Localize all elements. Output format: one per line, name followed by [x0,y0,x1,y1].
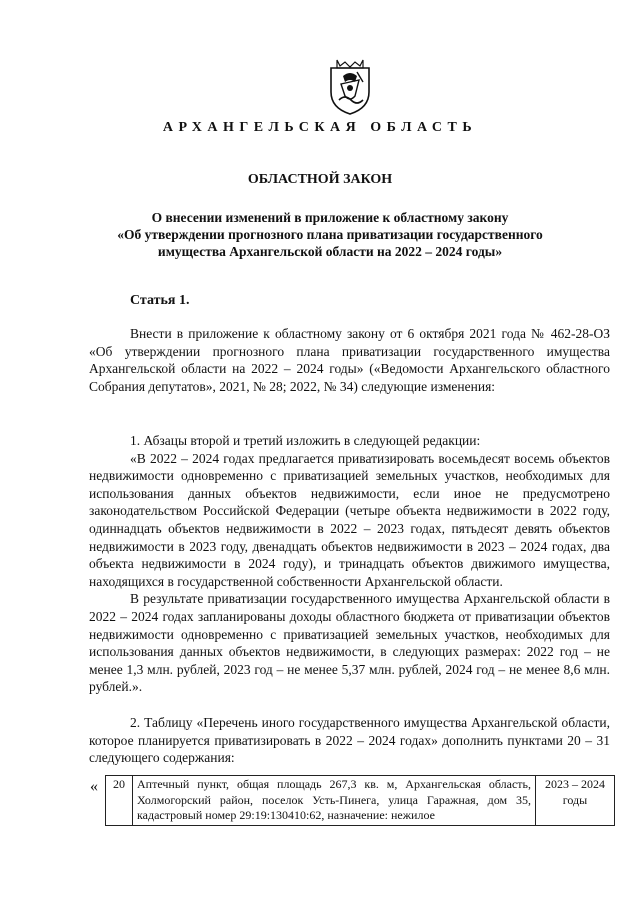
item-2-block [89,714,610,767]
item-1-intro: 1. Абзацы второй и третий изложить в следующей редакции: [130,433,481,448]
law-title-line: «Об утверждении прогнозного плана приватизации государственного [117,227,543,242]
row-period: 2023 – 2024 годы [536,776,615,826]
article-intro-block [89,325,610,395]
law-type-heading: ОБЛАСТНОЙ ЗАКОН [247,172,393,187]
item-1-paragraph-2: В результате приватизации государственного имущества Архангельской области в 2022 – 2024 годах запланированы доходы областного бюджета от приватизации объектов недвижимости одновременно с приватизацией земельных участков, необходимых для использования данных объектов недвижимости, в следующих размерах: 2022 год – не менее 1,3 млн. рублей, 2023 год – не менее 5,37 млн. рублей, 2024 год – не менее 8,6 млн. рублей.». [89,591,610,695]
table-row [106,776,615,826]
region-name: АРХАНГЕЛЬСКАЯ ОБЛАСТЬ [162,120,478,135]
row-description: Аптечный пункт, общая площадь 267,3 кв. м, Архангельская область, Холмогорский район, поселок Усть-Пинега, улица Гаражная, дом 35, кадастровый номер 29:19:130410:62, назначение: нежилое [133,776,536,826]
property-table [105,775,615,826]
item-1-block [89,432,610,696]
article-intro-paragraph: Внести в приложение к областному закону от 6 октября 2021 года № 462-28-ОЗ «Об утверждении прогнозного плана приватизации государственного имущества Архангельской области на 2022 – 2024 годы» («Ведомости Архангельского областного Собрания депутатов», 2021, № 28; 2022, № 34) следующие изменения: [89,326,610,394]
table-open-quote: « [90,778,98,795]
row-number: 20 [106,776,133,826]
article-heading: Статья 1. [130,293,190,308]
coat-of-arms-emblem [327,58,373,116]
law-title-line: имущества Архангельской области на 2022 – 2024 годы» [157,244,503,259]
law-title-line: О внесении изменений в приложение к областному закону [151,210,509,225]
item-1-paragraph-1: «В 2022 – 2024 годах предлагается приватизировать восемьдесят восемь объектов недвижимости одновременно с приватизацией земельных участков, необходимых для использования данных объектов недвижимости, если иное не предусмотрено законодательством Российской Федерации (четыре объекта недвижимости в 2022 году, одиннадцать объектов недвижимости в 2022 – 2023 годах, пятьдесят девять объектов недвижимости в 2023 году, двенадцать объектов недвижимости в 2023 – 2024 годах, два объекта недвижимости в 2024 году), и тринадцать объектов движимого имущества, находящихся в государственной собственности Архангельской области. [89,450,610,589]
item-2-paragraph: 2. Таблицу «Перечень иного государственного имущества Архангельской области, которое планируется приватизировать в 2022 – 2024 годах» дополнить пунктами 20 – 31 следующего содержания: [89,715,610,766]
law-title [90,209,570,260]
